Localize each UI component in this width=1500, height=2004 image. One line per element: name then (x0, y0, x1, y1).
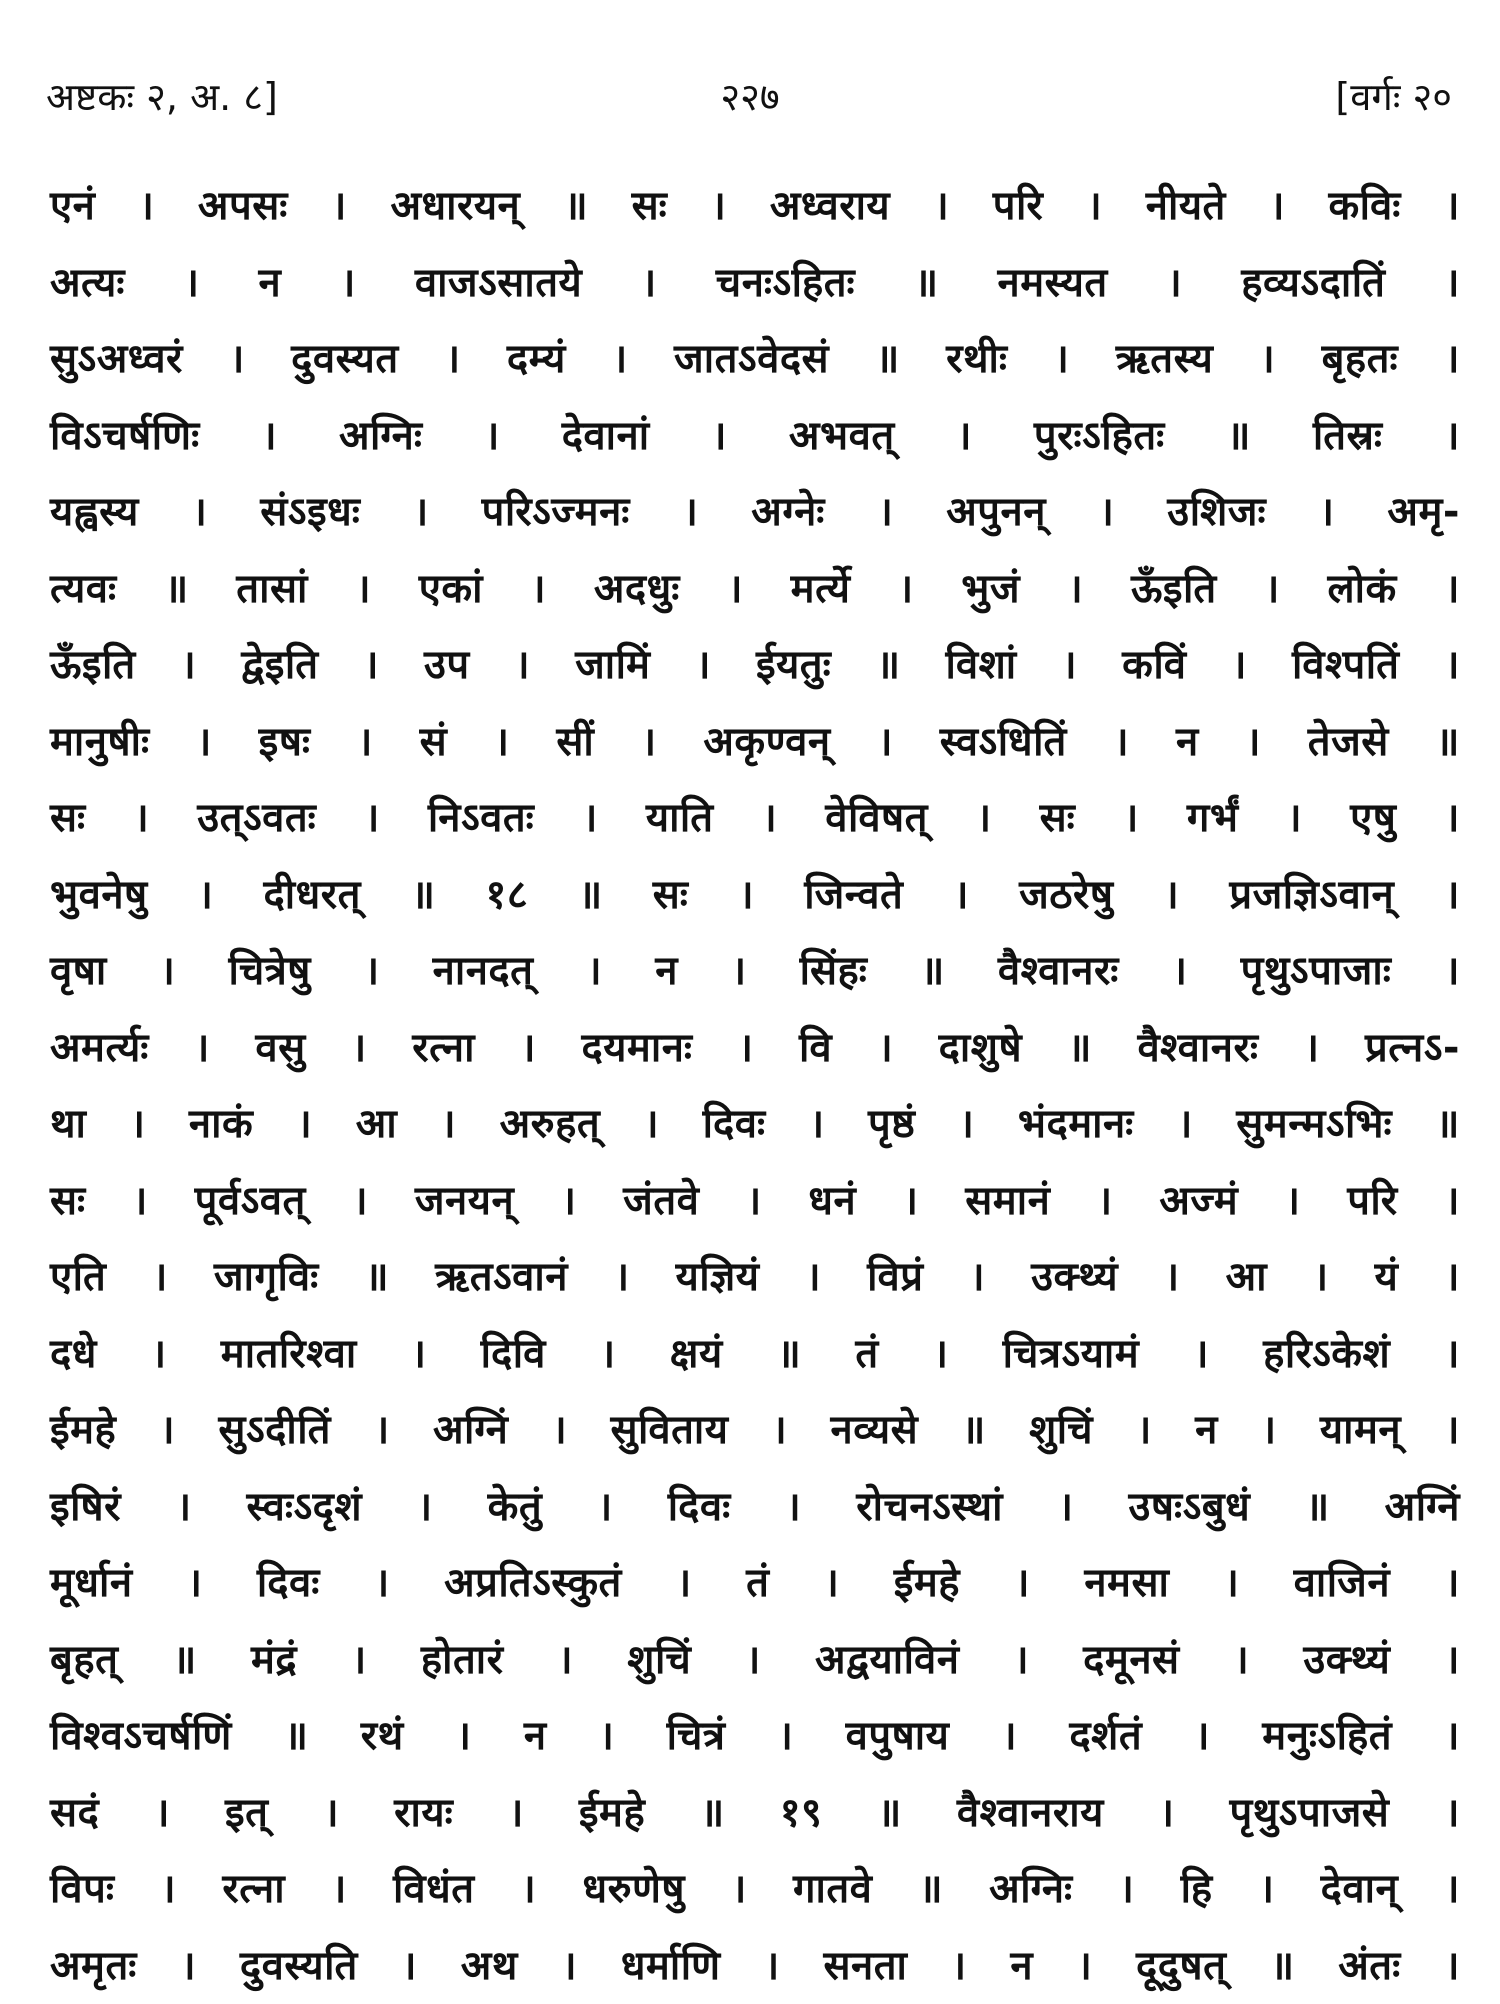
text-line: त्यवः ॥ तासां । एकां । अदधुः । मर्त्ये । भुजं । ऊँइति । लोकं । (50, 551, 1460, 628)
text-line: इषिरं । स्वःऽदृशं । केतुं । दिवः । रोचनऽस्थां । उषःऽबुधं ॥ अग्निं (50, 1469, 1460, 1546)
text-line: अमृतः । दुवस्यति । अथ । धर्माणि । सनता । न । दूदुषत् ॥ अंतः । (50, 1928, 1460, 2004)
text-line: विपः । रत्ना । विधंत । धरुणेषु । गातवे ॥ अग्निः । हि । देवान् । (50, 1851, 1460, 1928)
text-line: अत्यः । न । वाजऽसातये । चनःऽहितः ॥ नमस्यत । हव्यऽदातिं । (50, 245, 1460, 322)
text-line: दधे । मातरिश्वा । दिवि । क्षयं ॥ तं । चित्रऽयामं । हरिऽकेशं । (50, 1316, 1460, 1393)
pada-text-body (50, 168, 1460, 2004)
page-number: २२७ (40, 70, 1460, 122)
header-section-ref: अष्टकः २, अ. ८] (46, 70, 278, 122)
text-line: सदं । इत् । रायः । ईमहे ॥ १९ ॥ वैश्वानराय । पृथुऽपाजसे । (50, 1775, 1460, 1852)
text-line: यह्वस्य । संऽइधः । परिऽज्मनः । अग्नेः । अपुनन् । उशिजः । अमृ- (50, 474, 1460, 551)
text-line: विऽचर्षणिः । अग्निः । देवानां । अभवत् । पुरःऽहितः ॥ तिस्रः । (50, 398, 1460, 475)
text-line: वृषा । चित्रेषु । नानदत् । न । सिंहः ॥ वैश्वानरः । पृथुऽपाजाः । (50, 933, 1460, 1010)
text-line: ऊँइति । द्वेइति । उप । जामिं । ईयतुः ॥ विशां । कविं । विश्पतिं । (50, 627, 1460, 704)
text-line: मानुषीः । इषः । सं । सीं । अकृण्वन् । स्वऽधितिं । न । तेजसे ॥ (50, 704, 1460, 781)
header-varga-ref: [वर्गः २० (1335, 70, 1452, 122)
text-line: मूर्धानं । दिवः । अप्रतिऽस्कुतं । तं । ईमहे । नमसा । वाजिनं । (50, 1545, 1460, 1622)
text-line: अमर्त्यः । वसु । रत्ना । दयमानः । वि । दाशुषे ॥ वैश्वानरः । प्रत्नऽ- (50, 1010, 1460, 1087)
text-line: भुवनेषु । दीधरत् ॥ १८ ॥ सः । जिन्वते । जठरेषु । प्रजज्ञिऽवान् । (50, 857, 1460, 934)
text-line: ईमहे । सुऽदीतिं । अग्निं । सुविताय । नव्यसे ॥ शुचिं । न । यामन् । (50, 1392, 1460, 1469)
text-line: था । नाकं । आ । अरुहत् । दिवः । पृष्ठं । भंदमानः । सुमन्मऽभिः ॥ (50, 1086, 1460, 1163)
text-line: बृहत् ॥ मंद्रं । होतारं । शुचिं । अद्वयाविनं । दमूनसं । उक्थ्यं । (50, 1622, 1460, 1699)
text-line: सः । पूर्वऽवत् । जनयन् । जंतवे । धनं । समानं । अज्मं । परि । (50, 1163, 1460, 1240)
text-line: सः । उत्ऽवतः । निऽवतः । याति । वेविषत् । सः । गर्भं । एषु । (50, 780, 1460, 857)
text-line: एति । जागृविः ॥ ऋतऽवानं । यज्ञियं । विप्रं । उक्थ्यं । आ । यं । (50, 1239, 1460, 1316)
text-line: सुऽअध्वरं । दुवस्यत । दम्यं । जातऽवेदसं ॥ रथीः । ऋतस्य । बृहतः । (50, 321, 1460, 398)
text-line: एनं । अपसः । अधारयन् ॥ सः । अध्वराय । परि । नीयते । कविः । (50, 168, 1460, 245)
text-line: विश्वऽचर्षणिं ॥ रथं । न । चित्रं । वपुषाय । दर्शतं । मनुःऽहितं । (50, 1698, 1460, 1775)
page-header (40, 60, 1460, 130)
